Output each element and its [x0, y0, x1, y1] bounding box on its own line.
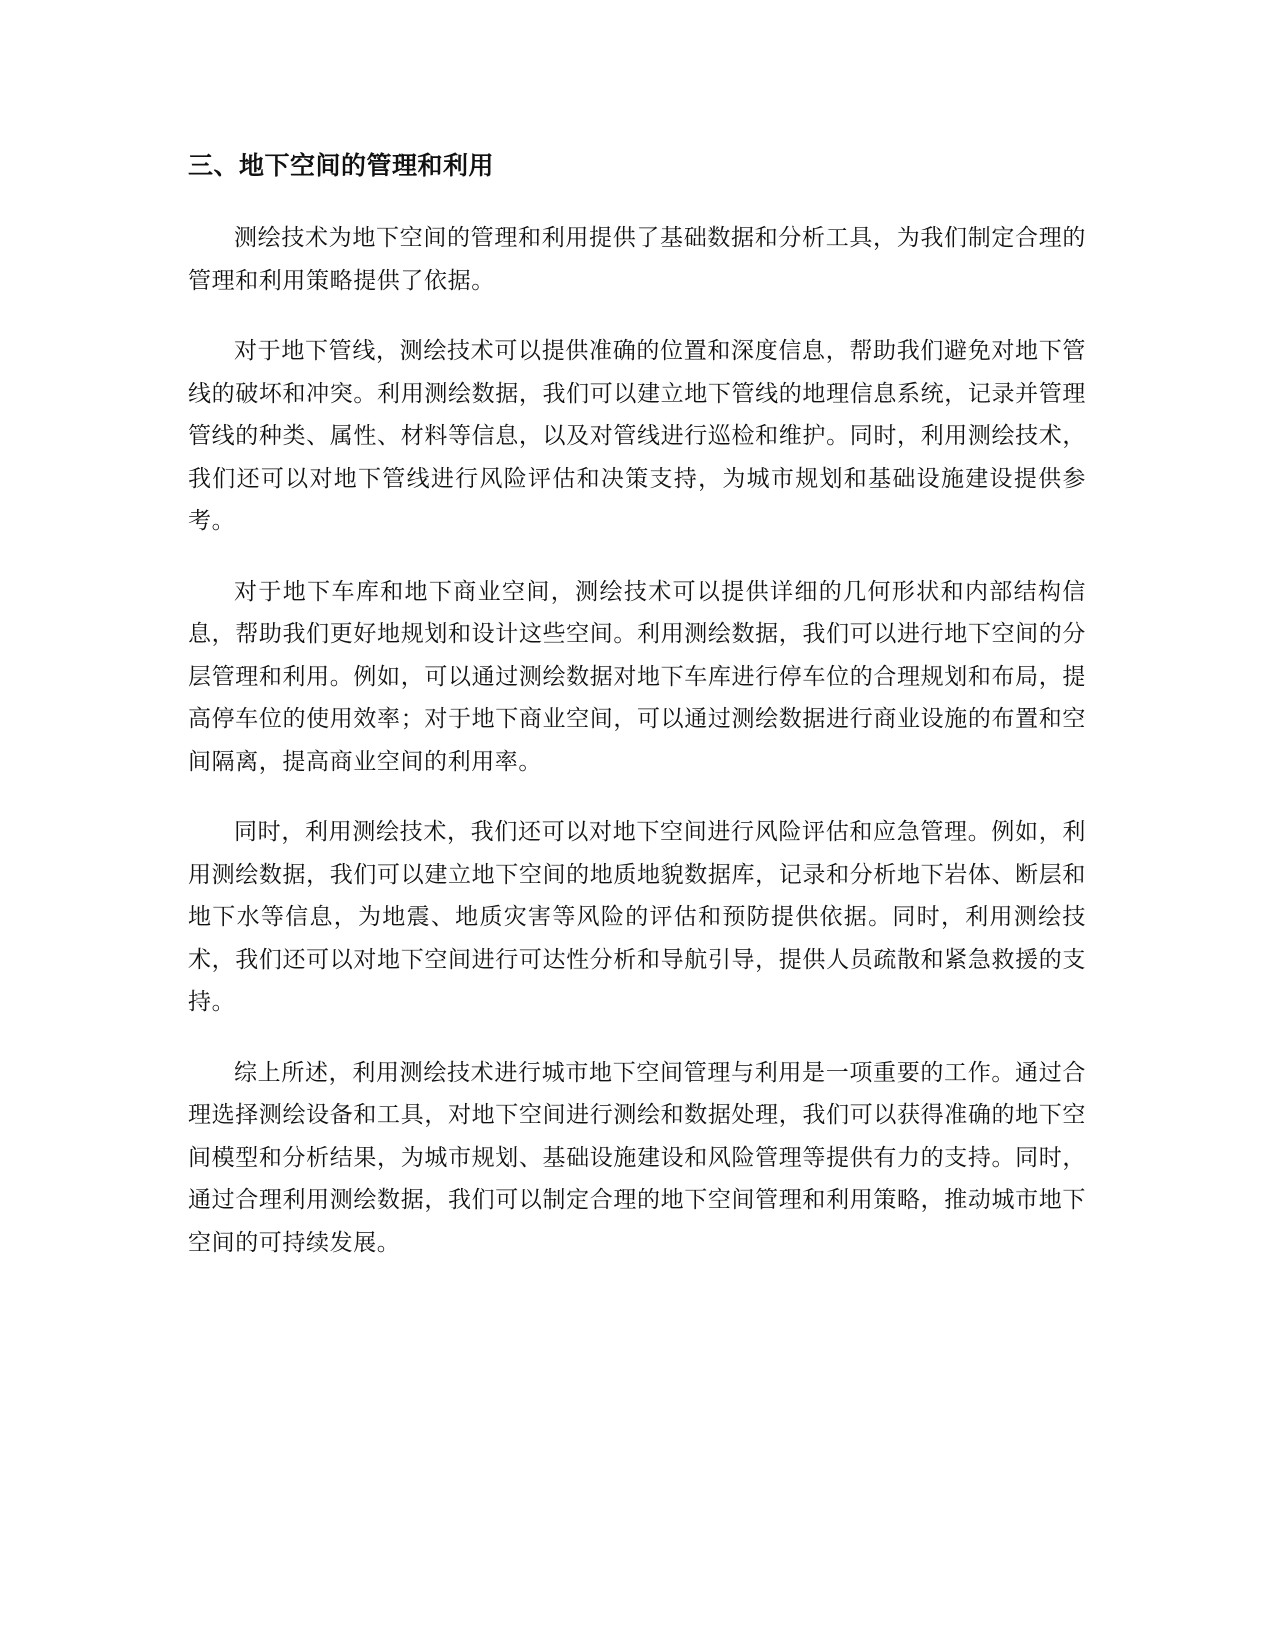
paragraph-overview: 测绘技术为地下空间的管理和利用提供了基础数据和分析工具，为我们制定合理的管理和利用策略提供了依据。 — [188, 225, 1086, 294]
paragraph-pipelines: 对于地下管线，测绘技术可以提供准确的位置和深度信息，帮助我们避免对地下管线的破坏和冲突。利用测绘数据，我们可以建立地下管线的地理信息系统，记录并管理管线的种类、属性、材料等信息，以及对管线进行巡检和维护。同时，利用测绘技术，我们还可以对地下管线进行风险评估和决策支持，为城市规划和基础设施建设提供参考。 — [188, 338, 1086, 534]
section-title: 三、地下空间的管理和利用 — [188, 151, 495, 180]
paragraph-risk-emergency: 同时，利用测绘技术，我们还可以对地下空间进行风险评估和应急管理。例如，利用测绘数据，我们可以建立地下空间的地质地貌数据库，记录和分析地下岩体、断层和地下水等信息，为地震、地质灾害等风险的评估和预防提供依据。同时，利用测绘技术，我们还可以对地下空间进行可达性分析和导航引导，提供人员疏散和紧急救援的支持。 — [188, 819, 1086, 1015]
document-body — [188, 145, 1086, 1292]
paragraph-garages-commercial: 对于地下车库和地下商业空间，测绘技术可以提供详细的几何形状和内部结构信息，帮助我们更好地规划和设计这些空间。利用测绘数据，我们可以进行地下空间的分层管理和利用。例如，可以通过测绘数据对地下车库进行停车位的合理规划和布局，提高停车位的使用效率；对于地下商业空间，可以通过测绘数据进行商业设施的布置和空间隔离，提高商业空间的利用率。 — [188, 578, 1086, 775]
paragraph-summary: 综上所述，利用测绘技术进行城市地下空间管理与利用是一项重要的工作。通过合理选择测绘设备和工具，对地下空间进行测绘和数据处理，我们可以获得准确的地下空间模型和分析结果，为城市规划、基础设施建设和风险管理等提供有力的支持。同时，通过合理利用测绘数据，我们可以制定合理的地下空间管理和利用策略，推动城市地下空间的可持续发展。 — [188, 1059, 1086, 1256]
